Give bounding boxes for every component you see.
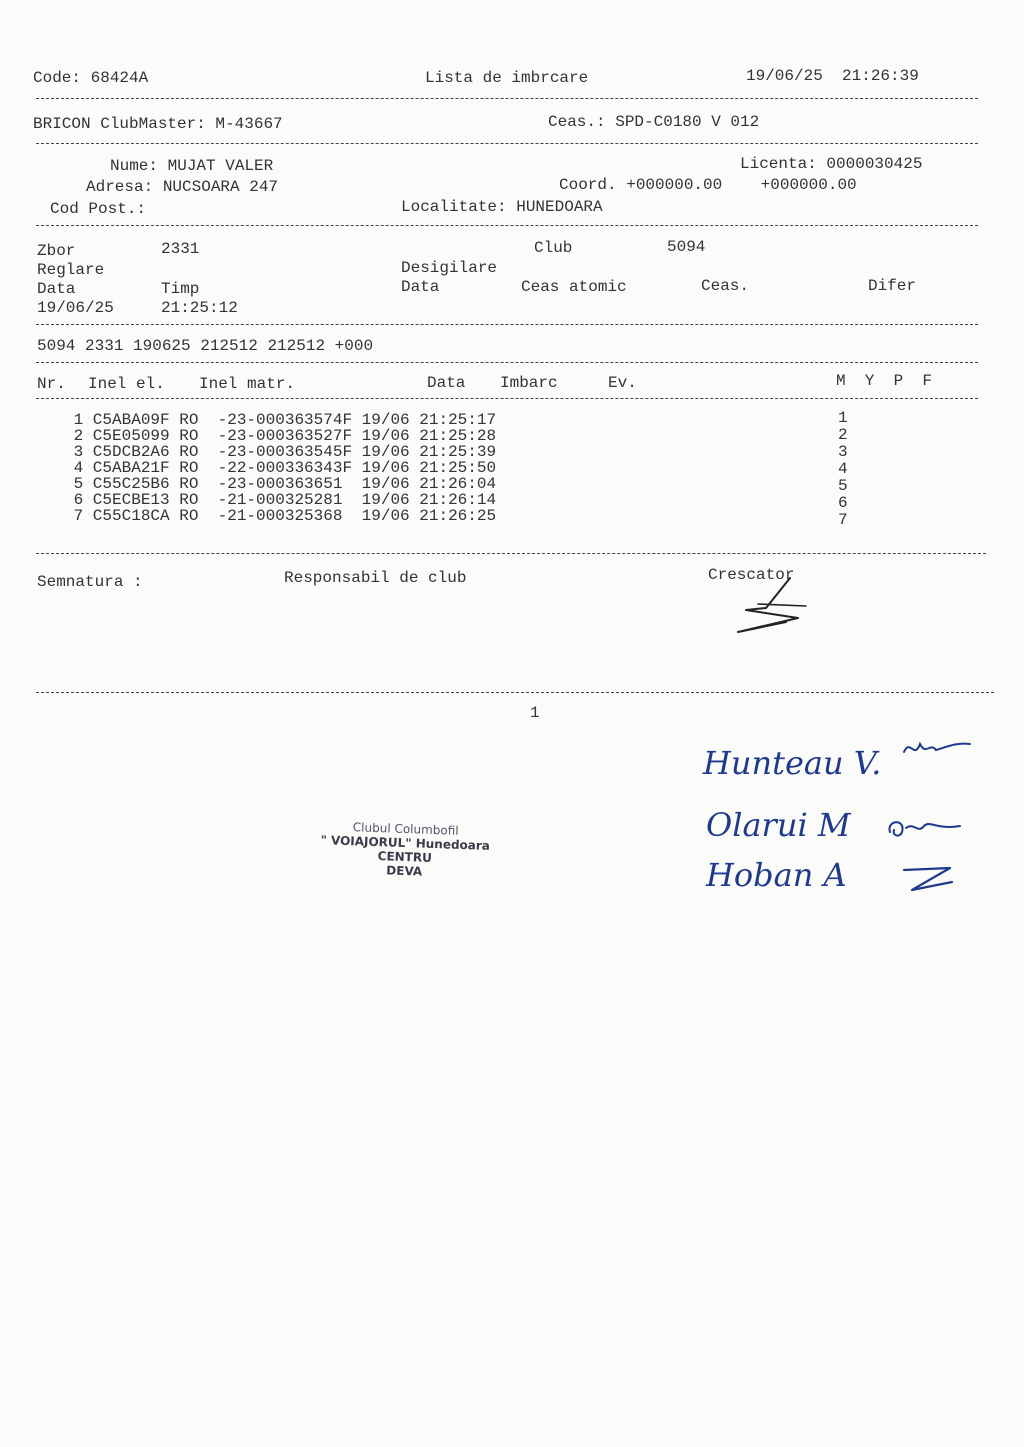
handwritten-name: Olarui M xyxy=(706,806,851,844)
row-m-value: 4 xyxy=(838,460,848,478)
signature-scribble-icon xyxy=(884,812,964,842)
separator xyxy=(36,98,978,99)
responsabil-label: Responsabil de club xyxy=(284,569,467,587)
zbor-label: Zbor xyxy=(37,242,76,260)
separator xyxy=(36,143,978,144)
code-label: Code: 68424A xyxy=(33,69,149,87)
table-row: 2 C5E05099 RO -23-000363527F 19/06 21:25:28 xyxy=(64,427,497,445)
row-m-value: 1 xyxy=(838,409,848,427)
owner-postal: Cod Post.: xyxy=(50,200,147,218)
page-number: 1 xyxy=(530,704,540,722)
stamp-line: Clubul Columbofil xyxy=(352,820,459,838)
col-ev: Ev. xyxy=(608,374,637,392)
separator xyxy=(36,225,978,226)
zbor-value: 2331 xyxy=(161,240,200,258)
table-row: 6 C5ECBE13 RO -21-000325281 19/06 21:26:14 xyxy=(64,491,497,509)
summary-line: 5094 2331 190625 212512 212512 +000 xyxy=(37,337,374,355)
handwritten-name: Hoban A xyxy=(706,856,847,894)
club-value: 5094 xyxy=(667,238,706,256)
timp-label: Timp xyxy=(161,280,200,298)
owner-coordinates: Coord. +000000.00 +000000.00 xyxy=(559,176,857,194)
separator xyxy=(36,692,994,693)
handwritten-name: Hunteau V. xyxy=(703,744,882,782)
table-row: 5 C55C25B6 RO -23-000363651 19/06 21:26:04 xyxy=(64,475,497,493)
breeder-signature-icon xyxy=(728,574,818,638)
print-datetime: 19/06/25 21:26:39 xyxy=(746,67,919,85)
ceas-label: Ceas. xyxy=(701,277,750,295)
desigilare-data-label: Data xyxy=(401,278,440,296)
table-row: 4 C5ABA21F RO -22-000336343F 19/06 21:25:50 xyxy=(64,459,497,477)
club-stamp xyxy=(299,818,511,881)
crescator-label: Crescator xyxy=(708,566,795,584)
separator xyxy=(36,324,978,325)
reglare-label: Reglare xyxy=(37,261,105,279)
signature-scribble-icon xyxy=(900,734,974,764)
stamp-deva: DEVA xyxy=(386,863,423,879)
separator xyxy=(36,553,986,554)
col-inel-matr: Inel matr. xyxy=(199,375,296,393)
owner-license: Licenta: 0000030425 xyxy=(740,155,923,173)
stamp-club-name: " VOIAJORUL" Hunedoara xyxy=(320,833,491,853)
reglare-date: 19/06/25 xyxy=(37,299,114,317)
table-row: 7 C55C18CA RO -21-000325368 19/06 21:26:25 xyxy=(64,507,497,525)
desigilare-label: Desigilare xyxy=(401,259,498,277)
row-m-value: 7 xyxy=(838,511,848,529)
owner-address: Adresa: NUCSOARA 247 xyxy=(86,178,279,196)
col-inel-el: Inel el. xyxy=(88,375,165,393)
ceas-atomic-label: Ceas atomic xyxy=(521,278,627,296)
difer-label: Difer xyxy=(868,277,917,295)
owner-name: Nume: MUJAT VALER xyxy=(110,157,274,175)
separator xyxy=(36,398,978,399)
clock-id: Ceas.: SPD-C0180 V 012 xyxy=(548,113,760,131)
reglare-time: 21:25:12 xyxy=(161,299,238,317)
semnatura-label: Semnatura : xyxy=(37,573,143,591)
clubmaster-id: BRICON ClubMaster: M-43667 xyxy=(33,115,283,133)
separator xyxy=(36,362,978,363)
table-row: 3 C5DCB2A6 RO -23-000363545F 19/06 21:25:39 xyxy=(64,443,497,461)
row-m-value: 3 xyxy=(838,443,848,461)
row-m-value: 6 xyxy=(838,494,848,512)
document-title: Lista de imbrcare xyxy=(425,69,589,87)
col-m-y-p-f: M Y P F xyxy=(836,372,933,390)
col-data: Data xyxy=(427,374,466,392)
table-row: 1 C5ABA09F RO -23-000363574F 19/06 21:25:17 xyxy=(64,411,497,429)
owner-locality: Localitate: HUNEDOARA xyxy=(401,198,603,216)
row-m-value: 2 xyxy=(838,426,848,444)
row-m-value: 5 xyxy=(838,477,848,495)
signature-scribble-icon xyxy=(898,860,958,896)
stamp-centru: CENTRU xyxy=(377,849,433,865)
col-nr: Nr. xyxy=(37,375,66,393)
data-label: Data xyxy=(37,280,76,298)
col-imbarc: Imbarc xyxy=(500,374,558,392)
club-label: Club xyxy=(534,239,573,257)
